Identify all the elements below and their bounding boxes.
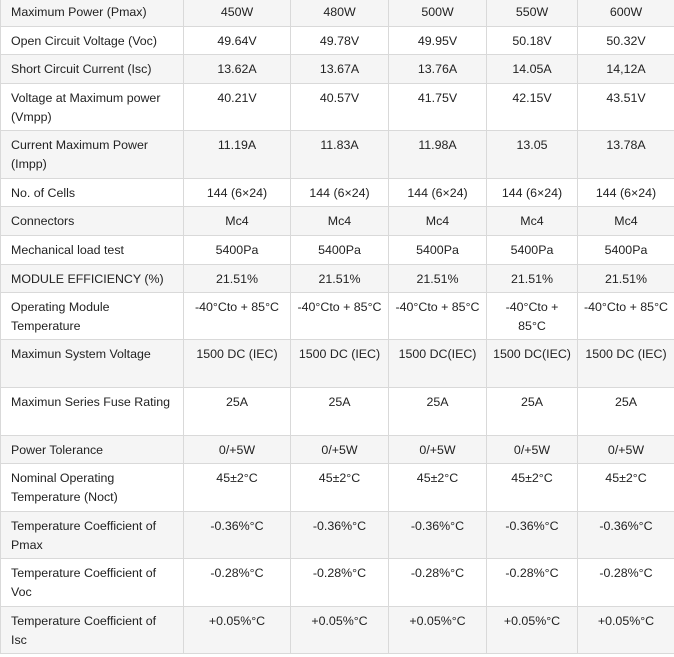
table-cell: Mc4: [389, 207, 487, 236]
spec-table-body: [1, 0, 674, 654]
table-cell: 0/+5W: [487, 436, 578, 464]
table-cell: +0.05%°C: [389, 607, 487, 654]
table-cell: +0.05%°C: [291, 607, 389, 654]
table-cell: 21.51%: [487, 265, 578, 293]
table-row: [1, 207, 674, 236]
table-cell: -0.36%°C: [487, 512, 578, 559]
row-label: Operating Module Temperature: [1, 293, 184, 340]
table-cell: Mc4: [291, 207, 389, 236]
row-label: Mechanical load test: [1, 236, 184, 265]
table-cell: 42.15V: [487, 84, 578, 131]
table-row: [1, 559, 674, 607]
row-label: Temperature Coefficient of Isc: [1, 607, 184, 654]
table-cell: 25A: [487, 388, 578, 436]
table-cell: 25A: [291, 388, 389, 436]
row-label: Temperature Coefficient of Voc: [1, 559, 184, 607]
table-cell: 21.51%: [578, 265, 674, 293]
table-cell: 14,12A: [578, 55, 674, 84]
table-cell: 5400Pa: [389, 236, 487, 265]
table-cell: -40°Cto + 85°C: [578, 293, 674, 340]
table-cell: -0.28%°C: [389, 559, 487, 607]
table-cell: +0.05%°C: [578, 607, 674, 654]
table-cell: 5400Pa: [487, 236, 578, 265]
table-cell: 25A: [389, 388, 487, 436]
table-cell: 5400Pa: [578, 236, 674, 265]
row-label: Power Tolerance: [1, 436, 184, 464]
table-cell: 13.62A: [184, 55, 291, 84]
table-cell: 11.83A: [291, 131, 389, 179]
table-cell: 13.78A: [578, 131, 674, 179]
table-cell: -40°Cto + 85°C: [184, 293, 291, 340]
table-cell: 11.98A: [389, 131, 487, 179]
table-cell: 25A: [184, 388, 291, 436]
table-cell: 50.32V: [578, 27, 674, 55]
table-cell: 21.51%: [291, 265, 389, 293]
table-row: [1, 340, 674, 388]
table-cell: 5400Pa: [291, 236, 389, 265]
table-cell: -0.36%°C: [291, 512, 389, 559]
row-label: Voltage at Maximum power (Vmpp): [1, 84, 184, 131]
table-cell: 144 (6×24): [389, 179, 487, 207]
table-cell: -40°Cto + 85°C: [389, 293, 487, 340]
table-cell: 0/+5W: [291, 436, 389, 464]
table-row: [1, 0, 674, 27]
table-cell: 45±2°C: [291, 464, 389, 512]
table-cell: 25A: [578, 388, 674, 436]
row-label: MODULE EFFICIENCY (%): [1, 265, 184, 293]
table-cell: 144 (6×24): [487, 179, 578, 207]
row-label: Connectors: [1, 207, 184, 236]
table-cell: 5400Pa: [184, 236, 291, 265]
table-cell: -0.28%°C: [487, 559, 578, 607]
row-label: Current Maximum Power (Impp): [1, 131, 184, 179]
row-label: Nominal Operating Temperature (Noct): [1, 464, 184, 512]
table-cell: 500W: [389, 0, 487, 27]
row-label: Maximun System Voltage: [1, 340, 184, 388]
table-cell: 1500 DC (IEC): [578, 340, 674, 388]
table-cell: +0.05%°C: [487, 607, 578, 654]
table-cell: -0.36%°C: [184, 512, 291, 559]
table-cell: -40°Cto + 85°C: [291, 293, 389, 340]
table-cell: 11.19A: [184, 131, 291, 179]
table-cell: 45±2°C: [184, 464, 291, 512]
table-cell: 1500 DC(IEC): [487, 340, 578, 388]
table-cell: 0/+5W: [578, 436, 674, 464]
table-cell: 1500 DC(IEC): [389, 340, 487, 388]
table-cell: 50.18V: [487, 27, 578, 55]
table-row: [1, 55, 674, 84]
table-row: [1, 388, 674, 436]
table-row: [1, 84, 674, 131]
table-cell: Mc4: [487, 207, 578, 236]
table-cell: 600W: [578, 0, 674, 27]
table-row: [1, 512, 674, 559]
table-row: [1, 265, 674, 293]
table-row: [1, 464, 674, 512]
table-row: [1, 607, 674, 654]
table-cell: 21.51%: [389, 265, 487, 293]
table-cell: +0.05%°C: [184, 607, 291, 654]
table-row: [1, 436, 674, 464]
table-cell: -0.28%°C: [184, 559, 291, 607]
table-cell: 144 (6×24): [291, 179, 389, 207]
table-cell: 40.21V: [184, 84, 291, 131]
row-label: Temperature Coefficient of Pmax: [1, 512, 184, 559]
table-cell: 480W: [291, 0, 389, 27]
table-row: [1, 27, 674, 55]
table-cell: 49.78V: [291, 27, 389, 55]
table-cell: 1500 DC (IEC): [291, 340, 389, 388]
table-cell: 0/+5W: [389, 436, 487, 464]
table-cell: 40.57V: [291, 84, 389, 131]
table-cell: 13.67A: [291, 55, 389, 84]
table-cell: 0/+5W: [184, 436, 291, 464]
table-cell: 144 (6×24): [184, 179, 291, 207]
table-cell: -0.28%°C: [578, 559, 674, 607]
table-cell: 550W: [487, 0, 578, 27]
row-label: Short Circuit Current (Isc): [1, 55, 184, 84]
table-cell: 49.95V: [389, 27, 487, 55]
table-cell: 21.51%: [184, 265, 291, 293]
table-cell: Mc4: [184, 207, 291, 236]
table-cell: -0.28%°C: [291, 559, 389, 607]
table-cell: 49.64V: [184, 27, 291, 55]
row-label: Maximum Power (Pmax): [1, 0, 184, 27]
table-cell: 144 (6×24): [578, 179, 674, 207]
table-cell: -0.36%°C: [578, 512, 674, 559]
table-row: [1, 236, 674, 265]
row-label: No. of Cells: [1, 179, 184, 207]
table-cell: 1500 DC (IEC): [184, 340, 291, 388]
table-cell: 45±2°C: [487, 464, 578, 512]
table-row: [1, 179, 674, 207]
row-label: Open Circuit Voltage (Voc): [1, 27, 184, 55]
table-cell: 14.05A: [487, 55, 578, 84]
table-cell: -40°Cto + 85°C: [487, 293, 578, 340]
row-label: Maximun Series Fuse Rating: [1, 388, 184, 436]
table-cell: 45±2°C: [389, 464, 487, 512]
table-cell: -0.36%°C: [389, 512, 487, 559]
table-cell: 13.76A: [389, 55, 487, 84]
table-cell: Mc4: [578, 207, 674, 236]
table-cell: 41.75V: [389, 84, 487, 131]
table-cell: 450W: [184, 0, 291, 27]
table-row: [1, 293, 674, 340]
table-row: [1, 131, 674, 179]
table-cell: 43.51V: [578, 84, 674, 131]
table-cell: 13.05: [487, 131, 578, 179]
table-cell: 45±2°C: [578, 464, 674, 512]
